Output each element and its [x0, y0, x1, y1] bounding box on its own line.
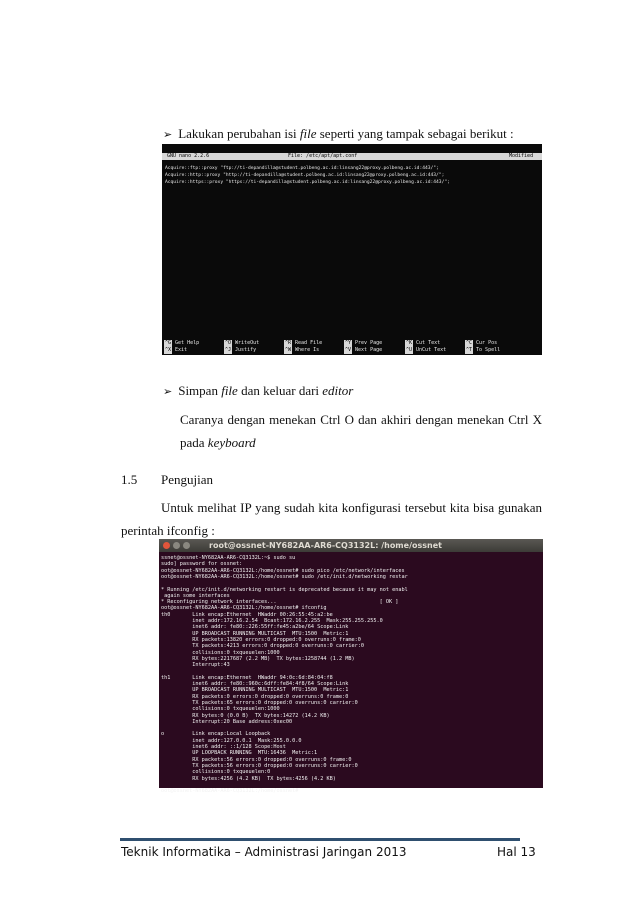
terminal-line: collisions:0 txqueuelen:1000 [161, 649, 280, 656]
terminal-screenshot [159, 539, 543, 795]
terminal-line: * Reconfiguring network interfaces... [ OK ] [161, 599, 399, 606]
arrow-bullet-icon: ➢ [163, 128, 173, 141]
shortcut-label: Justify [235, 347, 257, 353]
shortcut-label: Read File [295, 340, 323, 346]
terminal-line: UP BROADCAST RUNNING MULTICAST MTU:1500 Metric:1 [161, 687, 349, 694]
section-title: Pengujian [161, 472, 213, 487]
terminal-line: TX packets:65 errors:0 dropped:0 overruns:0 carrier:0 [161, 699, 358, 706]
terminal-line: inet6 addr: ::1/128 Scope:Host [161, 744, 286, 750]
terminal-line: RX packets:0 errors:0 dropped:0 overruns:0 frame:0 [161, 693, 349, 700]
terminal-line: th1 Link encap:Ethernet HWaddr 94:0c:6d:84:04:f8 [161, 674, 333, 681]
nano-header [162, 153, 542, 160]
maximize-icon [183, 542, 190, 549]
shortcut-key: ^O [225, 340, 232, 346]
section-number: 1.5 [121, 472, 138, 487]
terminal-line: oot@ossnet-NY682AA-AR6-CQ3132L:/home/ossnet# ifconfig [161, 605, 327, 612]
shortcut-label: To Spell [476, 347, 501, 353]
shortcut-key: ^V [345, 347, 352, 353]
nano-line: Acquire::http::proxy "http://ti-depandilla@student.polbeng.ac.id:linsang22@proxy.polbeng.ac.id:443/"; [165, 173, 445, 178]
shortcut-key: ^K [406, 340, 413, 346]
shortcut-key: ^R [285, 340, 292, 346]
shortcut-key: ^G [165, 340, 172, 346]
nano-shortcuts [162, 340, 542, 355]
step2-bullet: ➢ Simpan file dan keluar dari editor [163, 383, 354, 398]
terminal-line: TX packets:4213 errors:0 dropped:0 overruns:0 carrier:0 [161, 643, 365, 650]
terminal-line: UP BROADCAST RUNNING MULTICAST MTU:1500 Metric:1 [161, 630, 349, 637]
terminal-line: inet6 addr: fe80::960c:6dff:fe84:4f8/64 Scope:Link [161, 681, 349, 687]
terminal-line: * Running /etc/init.d/networking restart is deprecated because it may not enabl [161, 586, 408, 593]
terminal-output [159, 553, 543, 795]
section-paragraph: Untuk melihat IP yang sudah kita konfigurasi tersebut kita bisa gunakan perintah ifconfig : [121, 500, 542, 538]
terminal-line: RX packets:56 errors:0 dropped:0 overruns:0 frame:0 [161, 756, 352, 763]
terminal-titlebar [159, 539, 543, 552]
nano-line: Acquire::ftp::proxy "ftp://ti-depandilla@student.polbeng.ac.id:linsang22@proxy.polbeng.ac.id:443/"; [165, 166, 439, 171]
shortcut-label: Cur Pos [476, 340, 498, 346]
terminal-line: th0 Link encap:Ethernet HWaddr 00:26:55:45:a2:be [161, 611, 333, 618]
step1-bullet: ➢ Lakukan perubahan isi file seperti yang tampak sebagai berikut : [163, 126, 514, 141]
footer-title: Teknik Informatika – Administrasi Jaringan 2013 [121, 845, 407, 859]
arrow-bullet-icon: ➢ [163, 385, 173, 398]
terminal-line: ssnet@ossnet-NY682AA-AR6-CQ3132L:~$ sudo su [161, 555, 296, 561]
nano-file-name: File: /etc/apt/apt.conf [288, 153, 358, 159]
step2-description: Caranya dengan menekan Ctrl O dan akhiri dengan menekan Ctrl X pada keyboard [180, 412, 542, 450]
shortcut-key: ^J [225, 347, 232, 353]
terminal-line: RX bytes:4256 (4.2 KB) TX bytes:4256 (4.2 KB) [161, 775, 336, 782]
shortcut-label: WriteOut [235, 340, 260, 346]
terminal-line: RX bytes:2217687 (2.2 MB) TX bytes:1258744 (1.2 MB) [161, 655, 355, 662]
terminal-line: RX bytes:0 (0.0 B) TX bytes:14272 (14.2 KB) [161, 712, 330, 719]
terminal-line: inet addr:127.0.0.1 Mask:255.0.0.0 [161, 737, 302, 744]
close-icon [163, 542, 170, 549]
terminal-line: sudo] password for ossnet: [161, 561, 243, 568]
shortcut-key: ^X [165, 347, 172, 353]
terminal-line: TX packets:56 errors:0 dropped:0 overruns:0 carrier:0 [161, 762, 358, 769]
shortcut-key: ^W [285, 347, 292, 353]
shortcut-label: Next Page [355, 347, 383, 353]
terminal-line: inet6 addr: fe80::226:55ff:fe45:a2be/64 Scope:Link [161, 624, 349, 631]
shortcut-label: Exit [175, 347, 188, 353]
shortcut-label: Prev Page [355, 340, 383, 346]
nano-app-name: GNU nano 2.2.6 [167, 153, 210, 159]
shortcut-key: ^T [466, 347, 473, 353]
shortcut-label: Get Help [175, 340, 200, 346]
terminal-line: Interrupt:20 Base address:0xec00 [161, 718, 293, 725]
terminal-line: o Link encap:Local Loopback [161, 731, 271, 738]
terminal-line: oot@ossnet-NY682AA-AR6-CQ3132L:/home/ossnet# sudo pico /etc/network/interfaces [161, 567, 405, 574]
terminal-line: again some interfaces [161, 592, 230, 599]
terminal-line: Interrupt:43 [161, 662, 230, 669]
shortcut-label: Cut Text [416, 340, 441, 346]
nano-status: Modified [509, 153, 534, 159]
shortcut-key: ^C [466, 340, 473, 346]
terminal-line: collisions:0 txqueuelen:1000 [161, 706, 280, 713]
footer-rule [120, 838, 520, 841]
terminal-line: oot@ossnet-NY682AA-AR6-CQ3132L:/home/ossnet# [161, 788, 302, 795]
terminal-title: root@ossnet-NY682AA-AR6-CQ3132L: /home/ossnet [209, 541, 442, 550]
terminal-line: RX packets:13820 errors:0 dropped:0 overruns:0 frame:0 [161, 636, 361, 643]
shortcut-key: ^U [406, 347, 413, 353]
nano-line: Acquire::https::proxy "https://ti-depandilla@student.polbeng.ac.id:linsang22@proxy.polbeng.ac.id:443/"; [165, 180, 450, 185]
terminal-line: oot@ossnet-NY682AA-AR6-CQ3132L:/home/ossnet# sudo /etc/init.d/networking restar [161, 573, 408, 580]
shortcut-key: ^Y [345, 340, 352, 346]
terminal-line: collisions:0 txqueuelen:0 [161, 769, 271, 776]
terminal-line: inet addr:172.16.2.54 Bcast:172.16.2.255 Mask:255.255.255.0 [161, 618, 383, 624]
terminal-line: UP LOOPBACK RUNNING MTU:16436 Metric:1 [161, 750, 318, 757]
nano-screenshot [162, 144, 542, 355]
minimize-icon [173, 542, 180, 549]
shortcut-label: Where Is [295, 347, 320, 353]
shortcut-label: UnCut Text [416, 347, 447, 353]
page-number: Hal 13 [497, 845, 536, 859]
